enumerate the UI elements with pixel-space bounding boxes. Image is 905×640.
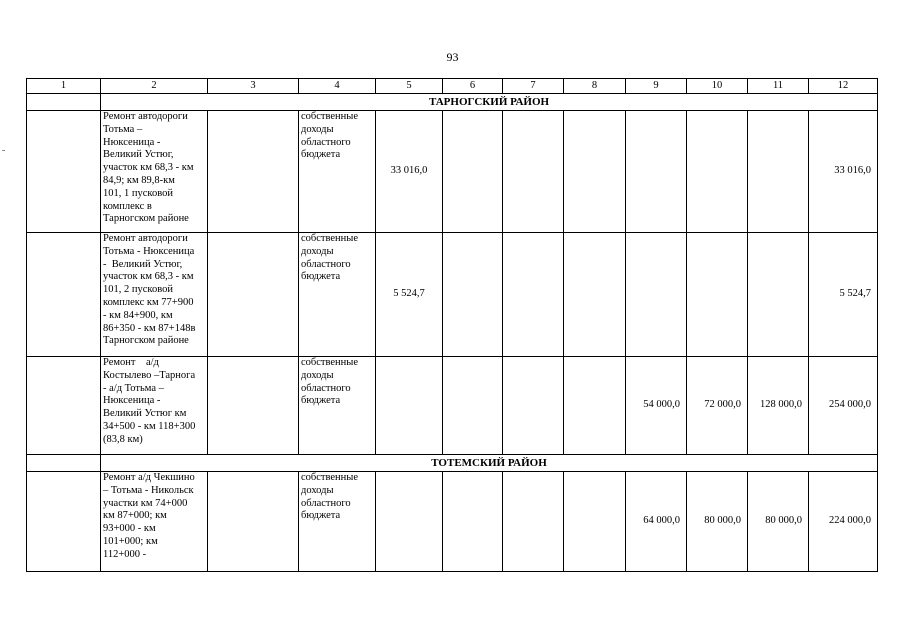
funding-source-line: областного	[301, 258, 351, 270]
road-name-line: Тотьма - Нюксеница	[103, 245, 195, 257]
road-name-line: 101, 2 пусковой	[103, 284, 173, 296]
cell-col12: 224 000,0	[809, 472, 878, 572]
cell-col5	[376, 472, 443, 572]
road-name-line: Тарногском районе	[103, 213, 189, 225]
cell-col3	[208, 357, 299, 455]
funding-source-line: доходы	[301, 245, 334, 257]
cell-col7	[503, 357, 564, 455]
road-name-line: 101, 1 пусковой	[103, 187, 173, 199]
funding-source-line: бюджета	[301, 271, 341, 283]
header-cell-8: 8	[564, 79, 626, 94]
cell-col1	[27, 472, 101, 572]
cell-col11: 80 000,0	[748, 472, 809, 572]
header-cell-6: 6	[443, 79, 503, 94]
cell-funding-source	[299, 357, 376, 455]
road-name-line: (83,8 км)	[103, 433, 143, 445]
cell-col12: 254 000,0	[809, 357, 878, 455]
cell-funding-source	[299, 472, 376, 572]
section-title: ТОТЕМСКИЙ РАЙОН	[101, 455, 878, 472]
cell-col10: 80 000,0	[687, 472, 748, 572]
section-row	[27, 94, 878, 111]
section-title: ТАРНОГСКИЙ РАЙОН	[101, 94, 878, 111]
funding-source-line: доходы	[301, 484, 334, 496]
road-name-line: 101+000; км	[103, 535, 158, 547]
cell-col8	[564, 233, 626, 357]
cell-col9: 64 000,0	[626, 472, 687, 572]
cell-col3	[208, 111, 299, 233]
cell-col12: 5 524,7	[809, 233, 878, 357]
cell-col9	[626, 111, 687, 233]
road-name-line: 86+350 - км 87+148в	[103, 322, 196, 334]
road-name-line: Костылево –Тарнога	[103, 369, 196, 381]
funding-source-line: доходы	[301, 123, 334, 135]
funding-source-line: доходы	[301, 369, 334, 381]
road-name-line: участок км 68,3 - км	[103, 271, 194, 283]
cell-col9	[626, 233, 687, 357]
section-row	[27, 455, 878, 472]
road-name-line: 112+000 -	[103, 548, 147, 560]
cell-funding-source	[299, 111, 376, 233]
road-name-line: Нюксеница -	[103, 395, 161, 407]
road-name-line: – Тотьма - Никольск	[103, 484, 194, 496]
road-name-line: Великий Устюг км	[103, 408, 187, 420]
cell-col3	[208, 472, 299, 572]
cell-col1	[27, 233, 101, 357]
cell-col8	[564, 357, 626, 455]
table-row	[27, 357, 878, 455]
road-name-line: комплекс в	[103, 200, 152, 212]
road-name-line: 93+000 - км	[103, 523, 156, 535]
cell-col10: 72 000,0	[687, 357, 748, 455]
header-cell-7: 7	[503, 79, 564, 94]
road-name-line: 34+500 - км 118+300	[103, 420, 196, 432]
header-cell-5: 5	[376, 79, 443, 94]
funding-source-line: собственные	[301, 233, 359, 244]
cell-col11	[748, 111, 809, 233]
cell-col10	[687, 111, 748, 233]
road-name-line: Великий Устюг,	[103, 149, 174, 161]
cell-col7	[503, 233, 564, 357]
section-blank-cell	[27, 455, 101, 472]
cell-col5	[376, 357, 443, 455]
cell-col12: 33 016,0	[809, 111, 878, 233]
cell-col5: 33 016,0	[376, 111, 443, 233]
cell-col8	[564, 111, 626, 233]
cell-funding-source	[299, 233, 376, 357]
road-name-line: Ремонт а/д	[103, 357, 159, 368]
road-name-line: - а/д Тотьма –	[103, 382, 164, 394]
cell-road-name	[101, 357, 208, 455]
cell-col6	[443, 233, 503, 357]
cell-col9: 54 000,0	[626, 357, 687, 455]
road-name-line: Тотьма –	[103, 123, 143, 135]
funding-source-line: областного	[301, 136, 351, 148]
cell-col11: 128 000,0	[748, 357, 809, 455]
road-name-line: Ремонт а/д Чекшино	[103, 472, 195, 483]
road-name-line: комплекс км 77+900	[103, 296, 194, 308]
table-row	[27, 111, 878, 233]
funding-source-line: собственные	[301, 472, 359, 483]
header-cell-4: 4	[299, 79, 376, 94]
budget-table	[26, 78, 878, 572]
cell-col6	[443, 472, 503, 572]
table-row	[27, 472, 878, 572]
funding-source-line: областного	[301, 382, 351, 394]
road-name-line: - км 84+900, км	[103, 309, 173, 321]
road-name-line: Нюксеница -	[103, 136, 161, 148]
cell-col6	[443, 357, 503, 455]
margin-mark	[2, 150, 5, 151]
cell-col7	[503, 472, 564, 572]
road-name-line: Ремонт автодороги	[103, 233, 188, 244]
cell-road-name	[101, 111, 208, 233]
funding-source-line: собственные	[301, 357, 359, 368]
funding-source-line: бюджета	[301, 395, 341, 407]
cell-col8	[564, 472, 626, 572]
header-cell-3: 3	[208, 79, 299, 94]
page-number: 93	[446, 50, 459, 64]
table-row	[27, 233, 878, 357]
road-name-line: Ремонт автодороги	[103, 111, 188, 122]
header-cell-10: 10	[687, 79, 748, 94]
road-name-line: км 87+000; км	[103, 510, 167, 522]
road-name-line: Тарногском районе	[103, 335, 189, 347]
cell-road-name	[101, 472, 208, 572]
funding-source-line: бюджета	[301, 510, 341, 522]
header-cell-11: 11	[748, 79, 809, 94]
road-name-line: 84,9; км 89,8-км	[103, 174, 175, 186]
cell-col7	[503, 111, 564, 233]
cell-col3	[208, 233, 299, 357]
funding-source-line: собственные	[301, 111, 359, 122]
cell-col5: 5 524,7	[376, 233, 443, 357]
cell-col6	[443, 111, 503, 233]
header-cell-12: 12	[809, 79, 878, 94]
road-name-line: - Великий Устюг,	[103, 258, 183, 270]
funding-source-line: бюджета	[301, 149, 341, 161]
header-cell-2: 2	[101, 79, 208, 94]
header-cell-9: 9	[626, 79, 687, 94]
header-row	[27, 79, 878, 94]
cell-col10	[687, 233, 748, 357]
section-blank-cell	[27, 94, 101, 111]
cell-col1	[27, 111, 101, 233]
header-cell-1: 1	[27, 79, 101, 94]
road-name-line: участки км 74+000	[103, 497, 188, 509]
funding-source-line: областного	[301, 497, 351, 509]
cell-col1	[27, 357, 101, 455]
cell-road-name	[101, 233, 208, 357]
road-name-line: участок км 68,3 - км	[103, 162, 194, 174]
cell-col11	[748, 233, 809, 357]
